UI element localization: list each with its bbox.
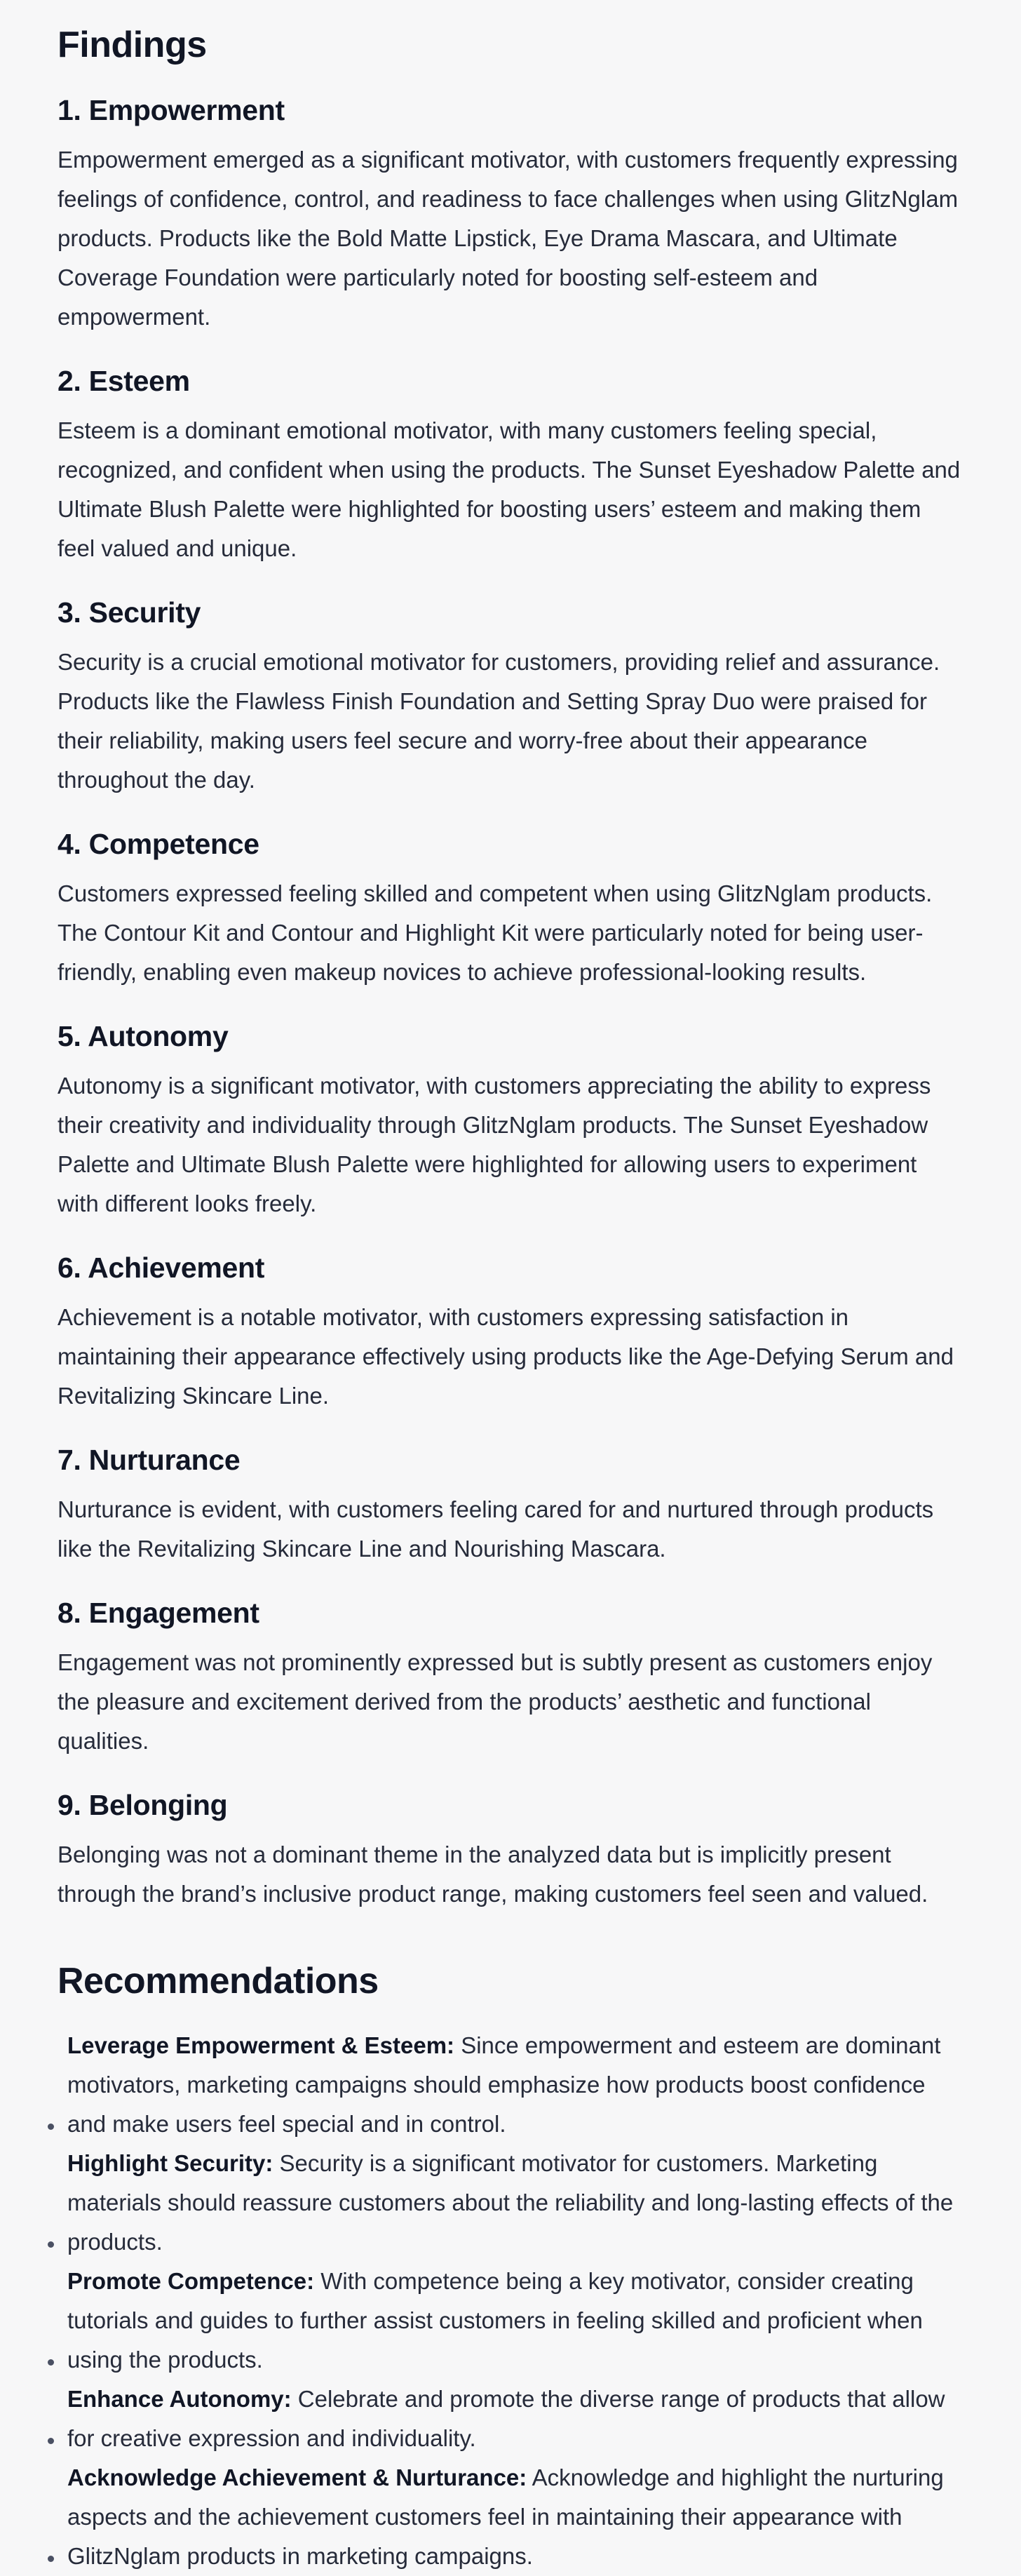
recommendation-item xyxy=(58,2262,963,2380)
finding-section-achievement xyxy=(58,1247,963,1416)
finding-section-esteem xyxy=(58,361,963,568)
finding-heading: 7. Nurturance xyxy=(58,1444,241,1476)
bullet-icon xyxy=(48,2556,54,2562)
recommendation-item xyxy=(58,2458,963,2576)
recommendation-text: With competence being a key motivator, consider creating tutorials and guides to further assist customers in feeling skilled and proficient when using the products. xyxy=(67,2268,923,2373)
recommendation-text: Acknowledge and highlight the nurturing aspects and the achievement customers feel in maintaining their appearance with GlitzNglam products in marketing campaigns. xyxy=(67,2464,944,2569)
finding-heading: 6. Achievement xyxy=(58,1252,265,1284)
finding-body: Customers expressed feeling skilled and competent when using GlitzNglam products. The Contour Kit and Contour and Highlight Kit were particularly noted for being user-friendly, enabling even makeup novices to achieve professional-looking results. xyxy=(58,880,933,985)
finding-body: Engagement was not prominently expressed but is subtly present as customers enjoy the pleasure and excitement derived from the products’ aesthetic and functional qualities. xyxy=(58,1649,933,1754)
finding-heading: 4. Competence xyxy=(58,828,259,860)
finding-heading: 8. Engagement xyxy=(58,1597,259,1629)
finding-section-security xyxy=(58,592,963,800)
finding-body: Autonomy is a significant motivator, with customers appreciating the ability to express their creativity and individuality through GlitzNglam products. The Sunset Eyeshadow Palette and Ultimate Blush Palette were highlighted for allowing users to experiment with different looks freely. xyxy=(58,1073,931,1216)
recommendation-lead: Highlight Security: xyxy=(67,2150,273,2176)
recommendations-list xyxy=(58,2026,963,2576)
finding-section-nurturance xyxy=(58,1440,963,1569)
finding-section-empowerment xyxy=(58,90,963,337)
finding-heading: 3. Security xyxy=(58,596,201,629)
recommendation-lead: Enhance Autonomy: xyxy=(67,2386,292,2412)
finding-heading: 1. Empowerment xyxy=(58,94,285,126)
bullet-icon xyxy=(48,2124,54,2130)
finding-body: Achievement is a notable motivator, with customers expressing satisfaction in maintaining their appearance effectively using products like the Age-Defying Serum and Revitalizing Skincare Line. xyxy=(58,1304,954,1409)
findings-title: Findings xyxy=(58,25,207,65)
bullet-icon xyxy=(48,2438,54,2444)
finding-body: Belonging was not a dominant theme in the analyzed data but is implicitly present through the brand’s inclusive product range, making customers feel seen and valued. xyxy=(58,1842,928,1907)
finding-section-belonging xyxy=(58,1785,963,1914)
bullet-icon xyxy=(48,2241,54,2248)
recommendation-text: Security is a significant motivator for customers. Marketing materials should reassure customers about the reliability and long-lasting effects of the products. xyxy=(67,2150,954,2255)
finding-section-engagement xyxy=(58,1592,963,1761)
finding-section-autonomy xyxy=(58,1016,963,1223)
finding-heading: 2. Esteem xyxy=(58,365,190,397)
recommendation-lead: Promote Competence: xyxy=(67,2268,315,2294)
recommendation-item xyxy=(58,2380,963,2458)
recommendations-title: Recommendations xyxy=(58,1961,379,2001)
finding-heading: 5. Autonomy xyxy=(58,1020,229,1052)
recommendation-text: Since empowerment and esteem are dominant motivators, marketing campaigns should emphasize how products boost confidence and make users feel special and in control. xyxy=(67,2032,941,2137)
recommendation-lead: Acknowledge Achievement & Nurturance: xyxy=(67,2464,527,2490)
recommendation-text: Celebrate and promote the diverse range of products that allow for creative expression and individuality. xyxy=(67,2386,945,2451)
finding-body: Security is a crucial emotional motivator for customers, providing relief and assurance. Products like the Flawless Finish Foundation and Setting Spray Duo were praised for their reliability, making users feel secure and worry-free about their appearance throughout the day. xyxy=(58,649,940,793)
bullet-icon xyxy=(48,2359,54,2366)
finding-body: Nurturance is evident, with customers feeling cared for and nurtured through products like the Revitalizing Skincare Line and Nourishing Mascara. xyxy=(58,1496,934,1562)
finding-section-competence xyxy=(58,824,963,992)
finding-body: Esteem is a dominant emotional motivator, with many customers feeling special, recognized, and confident when using the products. The Sunset Eyeshadow Palette and Ultimate Blush Palette were highlighted for boosting users’ esteem and making them feel valued and unique. xyxy=(58,417,961,561)
recommendation-item xyxy=(58,2026,963,2144)
recommendation-item xyxy=(58,2144,963,2262)
finding-heading: 9. Belonging xyxy=(58,1789,228,1821)
finding-body: Empowerment emerged as a significant motivator, with customers frequently expressing feelings of confidence, control, and readiness to face challenges when using GlitzNglam products. Products like the Bold Matte Lipstick, Eye Drama Mascara, and Ultimate Coverage Foundation were particularly noted for boosting self-esteem and empowerment. xyxy=(58,147,959,330)
recommendation-lead: Leverage Empowerment & Esteem: xyxy=(67,2032,455,2058)
